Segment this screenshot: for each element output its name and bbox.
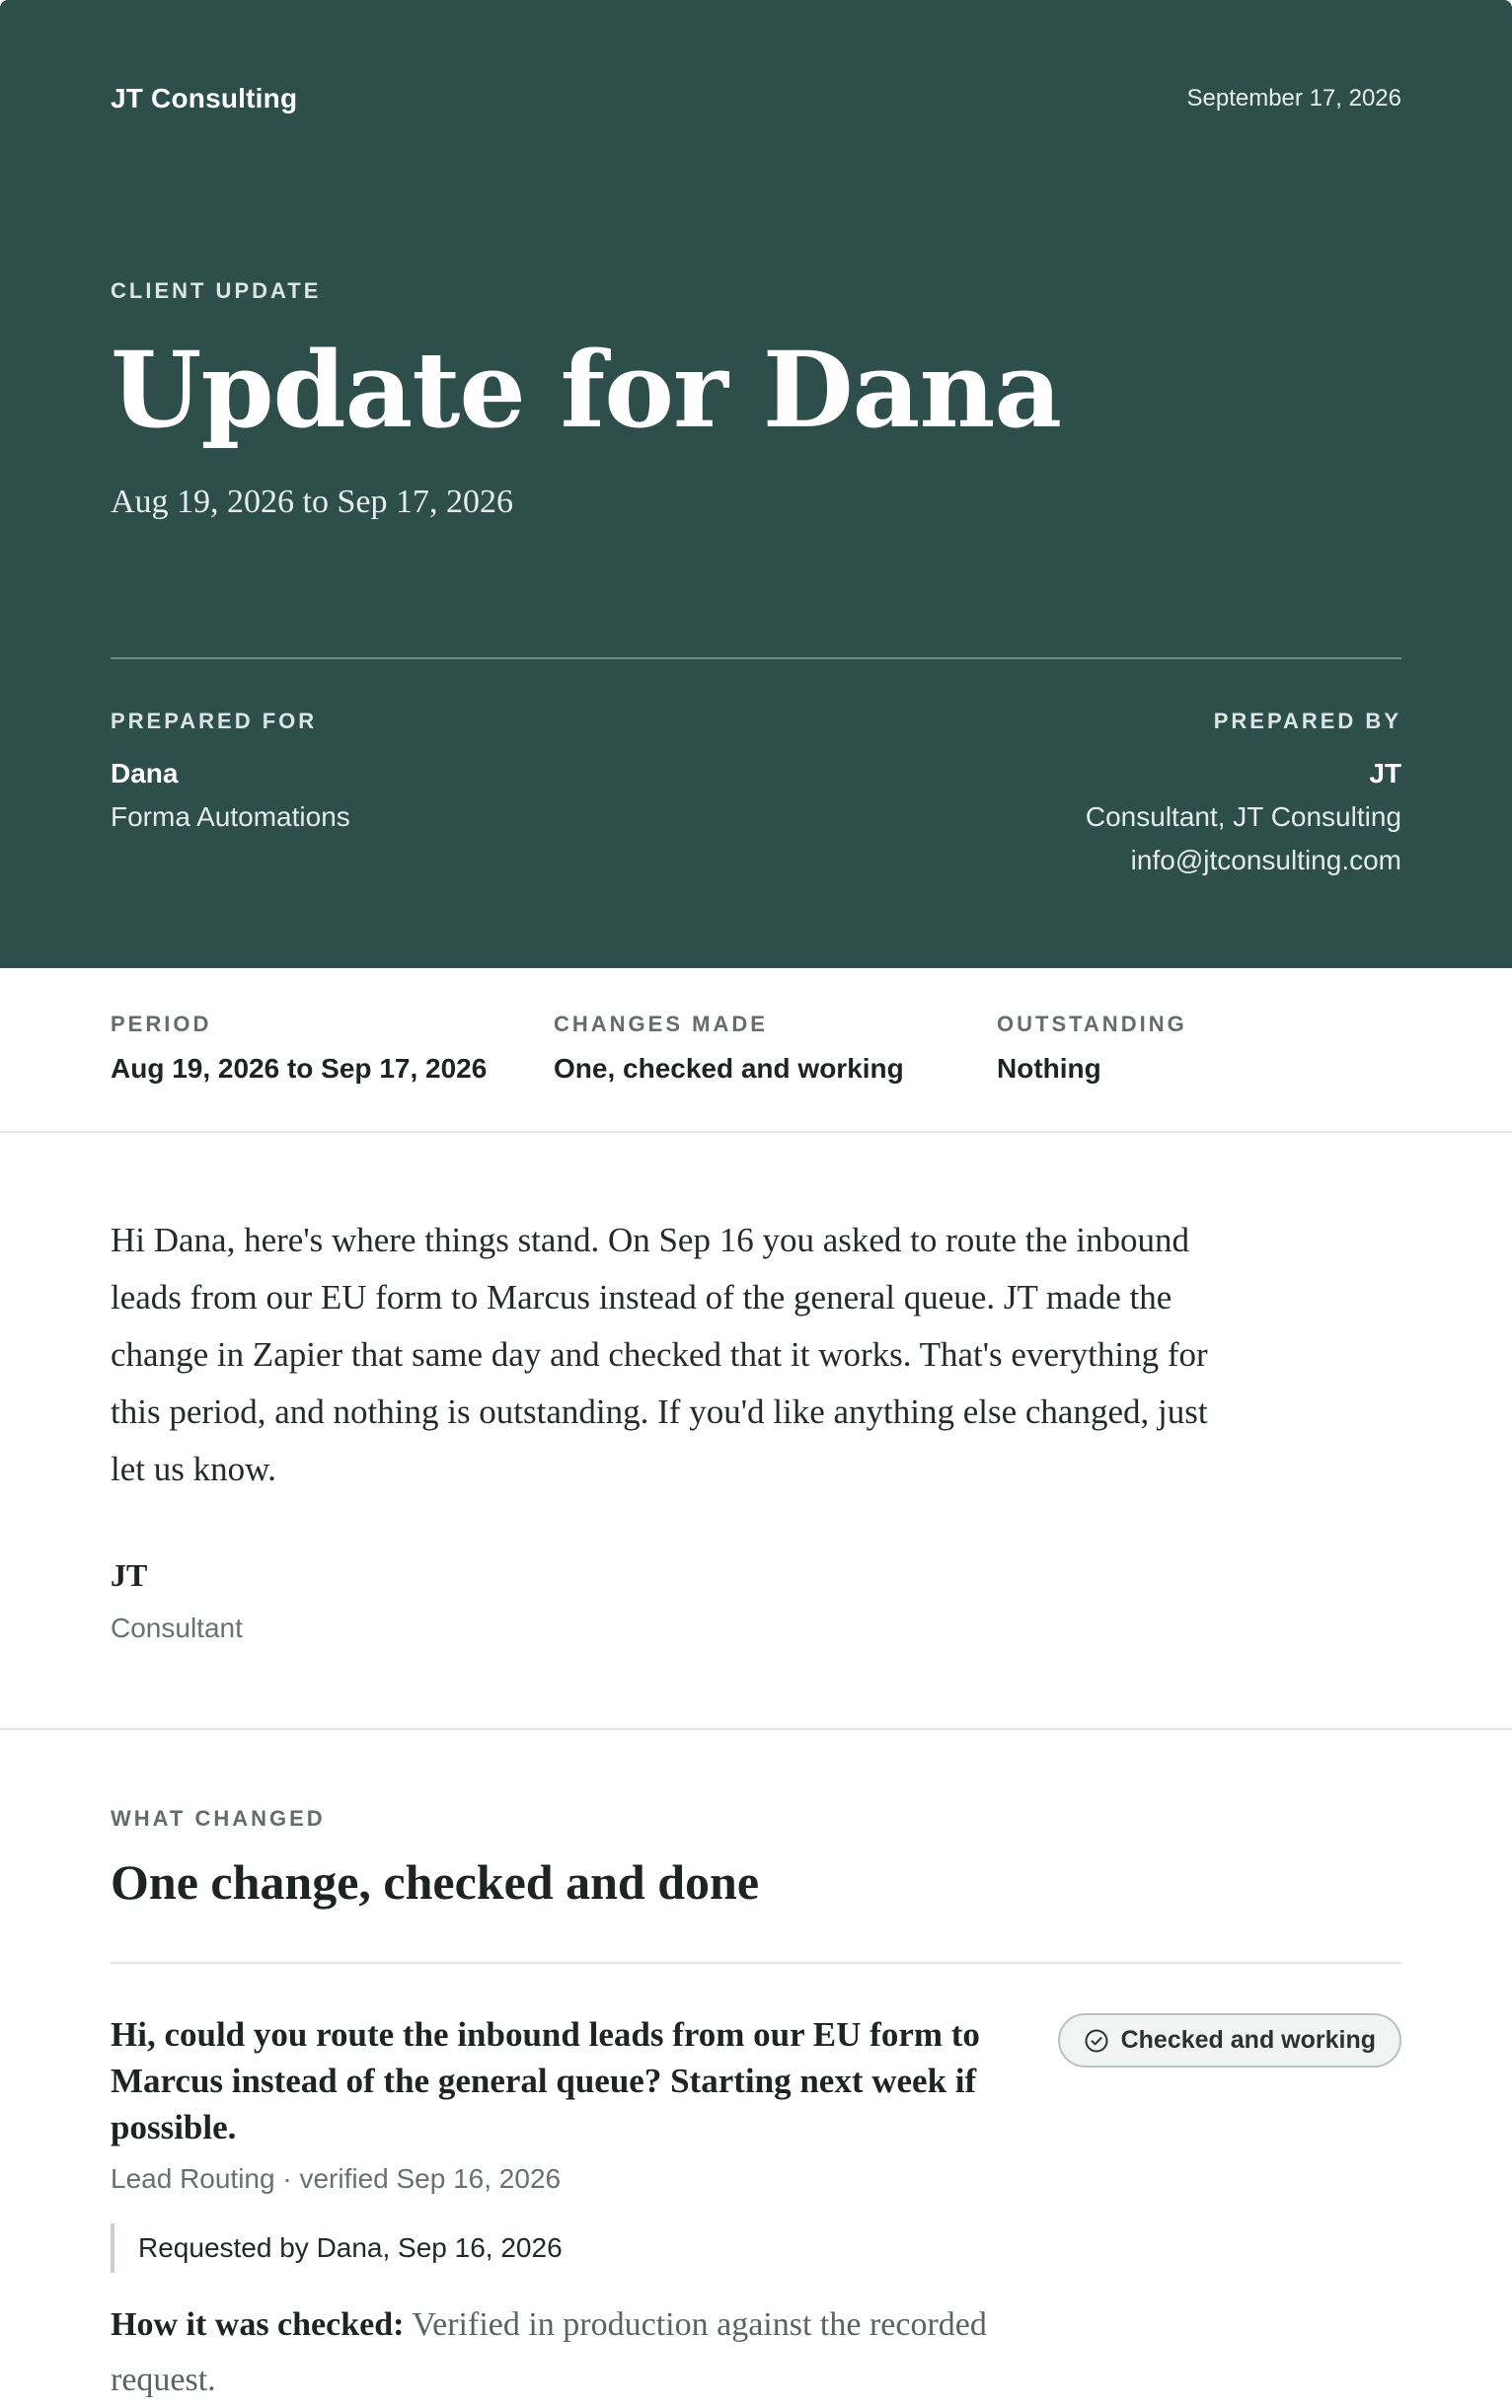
change-request-text: Hi, could you route the inbound leads from our EU form to Marcus instead of the general queue? Starting next week if possible.: [111, 2015, 980, 2146]
stat-value: Aug 19, 2026 to Sep 17, 2026: [111, 1053, 488, 1084]
summary-stats: [0, 968, 1512, 1133]
stat-value: Nothing: [997, 1053, 1101, 1084]
signature-name: JT: [111, 1557, 148, 1593]
stat-label: PERIOD: [111, 1012, 212, 1036]
prepared-by-label: PREPARED BY: [1213, 709, 1401, 733]
what-changed-title: One change, checked and done: [111, 1854, 760, 1910]
stat-changes-made: [554, 1012, 904, 1085]
requested-by-quote: [111, 2223, 563, 2273]
requested-by-text: Requested by Dana, Sep 16, 2026: [138, 2232, 563, 2263]
verification-label: How it was checked:: [111, 2306, 405, 2343]
what-changed-divider: [111, 1962, 1401, 1964]
section-divider: [0, 1728, 1512, 1730]
stat-label: CHANGES MADE: [554, 1012, 768, 1036]
prepared-for-label: PREPARED FOR: [111, 709, 318, 733]
verification-note: [111, 2297, 1033, 2408]
what-changed-label: WHAT CHANGED: [111, 1806, 326, 1831]
intro-message: Hi Dana, here's where things stand. On Sep 16 you asked to route the inbound leads from our EU form to Marcus instead of the general queue. JT made the change in Zapier that same day and checked that it works. That's everything for this period, and nothing is outstanding. If you'd like anything else changed, just let us know.: [111, 1221, 1208, 1488]
report-type-label: CLIENT UPDATE: [111, 278, 322, 303]
report-date-range: Aug 19, 2026 to Sep 17, 2026: [111, 484, 513, 520]
stat-value: One, checked and working: [554, 1053, 904, 1084]
stat-outstanding: [997, 1012, 1187, 1085]
change-meta: Lead Routing · verified Sep 16, 2026: [111, 2163, 562, 2194]
client-name: Dana: [111, 758, 179, 789]
verification-text: Verified in production against the recorded request.: [111, 2306, 987, 2398]
client-organization: Forma Automations: [111, 801, 350, 832]
consultant-email: info@jtconsulting.com: [1130, 845, 1401, 875]
page-title: Update for Dana: [111, 328, 1062, 451]
stat-period: [111, 1012, 487, 1085]
status-badge-label: Checked and working: [1120, 2026, 1376, 2054]
signature-role: Consultant: [111, 1613, 243, 1643]
report-header: [0, 0, 1512, 968]
consultant-role: Consultant, JT Consulting: [1085, 801, 1401, 832]
check-circle-icon: [1084, 2028, 1109, 2054]
report-date: September 17, 2026: [1186, 85, 1401, 112]
status-badge: [1058, 2013, 1401, 2068]
header-divider: [111, 657, 1401, 659]
consultant-name: JT: [1369, 758, 1401, 789]
stat-label: OUTSTANDING: [997, 1012, 1187, 1036]
brand-name: JT Consulting: [111, 83, 298, 113]
